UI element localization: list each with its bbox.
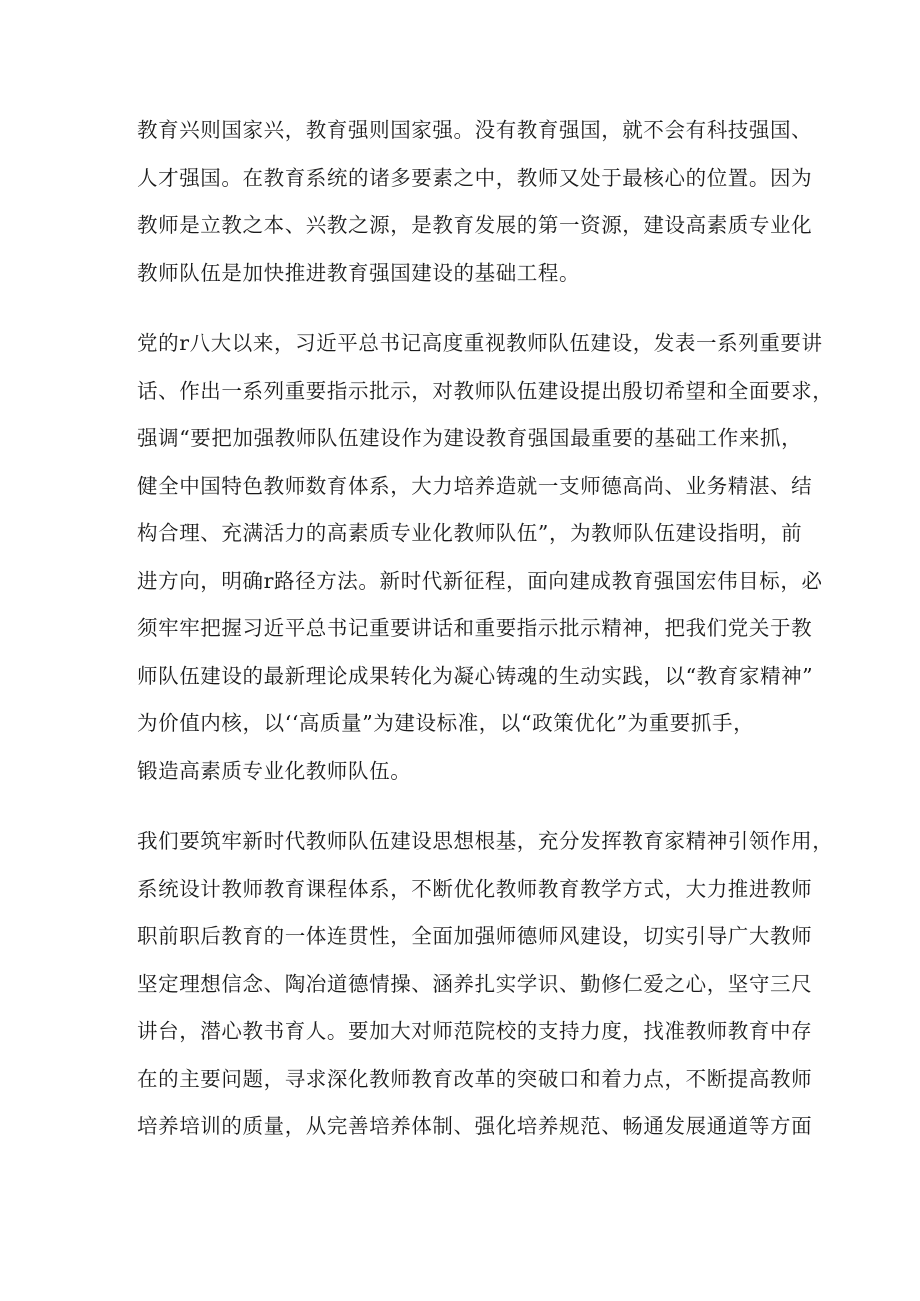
text-line: 人才强国。在教育系统的诸多要素之中，教师又处于最核心的位置。因为 bbox=[137, 165, 813, 190]
text-line: 培养培训的质量，从完善培养体制、强化培养规范、畅通发展通道等方面 bbox=[137, 1114, 813, 1138]
text-line: 话、作出一系列重要指示批示，对教师队伍建设提出殷切希望和全面要求， bbox=[137, 378, 834, 403]
text-line: 坚定理想信念、陶冶道德情操、涵养扎实学识、勤修仁爱之心，坚守三尺 bbox=[137, 971, 813, 996]
text-line: 我们要筑牢新时代教师队伍建设思想根基，充分发挥教育家精神引领作用， bbox=[137, 829, 834, 853]
text-line: 讲台，潜心教书育人。要加大对师范院校的支持力度，找准教师教育中存 bbox=[137, 1019, 813, 1043]
text-line: 锻造高素质专业化教师队伍。 bbox=[137, 758, 412, 783]
text-line: 职前职后教育的一体连贯性，全面加强师德师风建设，切实引导广大教师 bbox=[137, 924, 813, 948]
text-line: 为价值内核，以‘‘高质量”为建设标准，以“政策优化”为重要抓手， bbox=[137, 711, 755, 735]
text-line: 在的主要问题，寻求深化教师教育改革的突破口和着力点，不断提高教师 bbox=[137, 1066, 813, 1091]
text-line: 进方向，明确r路径方法。新时代新征程，面向建成教育强国宏伟目标，必 bbox=[137, 568, 823, 593]
text-line: 教师队伍是加快推进教育强国建设的基础工程。 bbox=[137, 260, 581, 285]
text-line: 教师是立教之本、兴教之源，是教育发展的第一资源，建设高素质专业化 bbox=[137, 213, 813, 237]
paragraph-2 bbox=[137, 320, 834, 795]
text-line: 师队伍建设的最新理论成果转化为凝心铸魂的生动实践，以“教育家精神” bbox=[137, 663, 814, 688]
text-line: 构合理、充满活力的高素质专业化教师队伍”，为教师队伍建设指明，前 bbox=[137, 521, 803, 545]
text-line: 强调“要把加强教师队伍建设作为建设教育强国最重要的基础工作来抓， bbox=[137, 426, 803, 450]
paragraph-1 bbox=[137, 107, 813, 297]
paragraph-3 bbox=[137, 818, 834, 1151]
text-line: 党的r八大以来，习近平总书记高度重视教师队伍建设，发表一系列重要讲 bbox=[137, 331, 823, 355]
text-line: 须牢牢把握习近平总书记重要讲话和重要指示批示精神，把我们党关于教 bbox=[137, 616, 813, 640]
text-line: 教育兴则国家兴，教育强则国家强。没有教育强国，就不会有科技强国、 bbox=[137, 118, 813, 142]
text-line: 系统设计教师教育课程体系，不断优化教师教育教学方式，大力推进教师 bbox=[137, 876, 813, 901]
text-line: 健全中国特色教师数育体系，大力培养造就一支师德高尚、业务精湛、结 bbox=[137, 473, 813, 498]
